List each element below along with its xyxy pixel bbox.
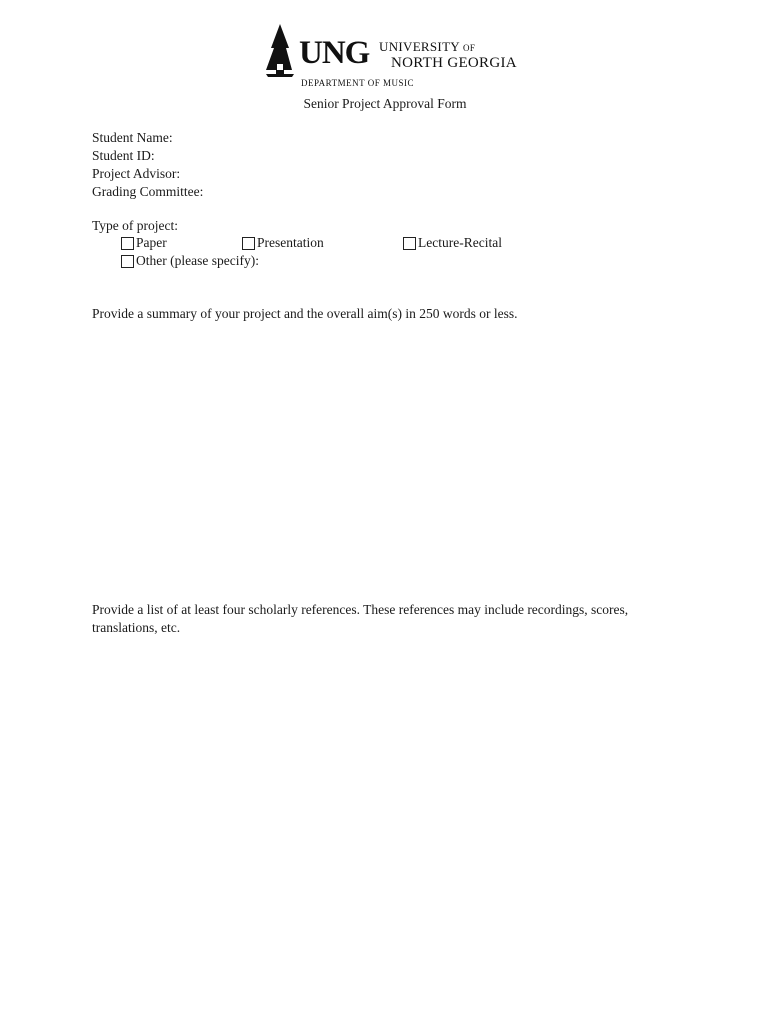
logo-department: DEPARTMENT OF MUSIC xyxy=(301,78,414,88)
references-prompt: Provide a list of at least four scholarly references. These references may include recordings, scores, translations, etc. xyxy=(92,602,629,635)
option-paper[interactable] xyxy=(121,236,167,250)
steeple-icon xyxy=(262,24,298,80)
logo-ung-mark: UNG xyxy=(299,35,370,71)
option-other[interactable] xyxy=(121,254,259,268)
project-type-label: Type of project: xyxy=(92,218,179,233)
logo-university-line1: UNIVERSITY of xyxy=(379,39,476,54)
student-name-label: Student Name: xyxy=(92,130,173,145)
project-advisor-label: Project Advisor: xyxy=(92,166,181,181)
student-id-label: Student ID: xyxy=(92,148,155,163)
logo-university-line2: NORTH GEORGIA xyxy=(391,55,517,71)
lecture-recital-label: Lecture-Recital xyxy=(418,235,502,250)
other-checkbox[interactable] xyxy=(121,255,134,268)
other-label: Other (please specify): xyxy=(136,253,259,268)
presentation-label: Presentation xyxy=(257,235,324,250)
grading-committee-label: Grading Committee: xyxy=(92,184,204,199)
presentation-checkbox[interactable] xyxy=(242,237,255,250)
paper-checkbox[interactable] xyxy=(121,237,134,250)
paper-label: Paper xyxy=(136,235,167,250)
university-logo xyxy=(262,24,522,92)
lecture-recital-checkbox[interactable] xyxy=(403,237,416,250)
option-lecture-recital[interactable] xyxy=(403,236,502,250)
summary-prompt: Provide a summary of your project and the overall aim(s) in 250 words or less. xyxy=(92,306,518,321)
option-presentation[interactable] xyxy=(242,236,324,250)
form-title: Senior Project Approval Form xyxy=(303,96,467,111)
